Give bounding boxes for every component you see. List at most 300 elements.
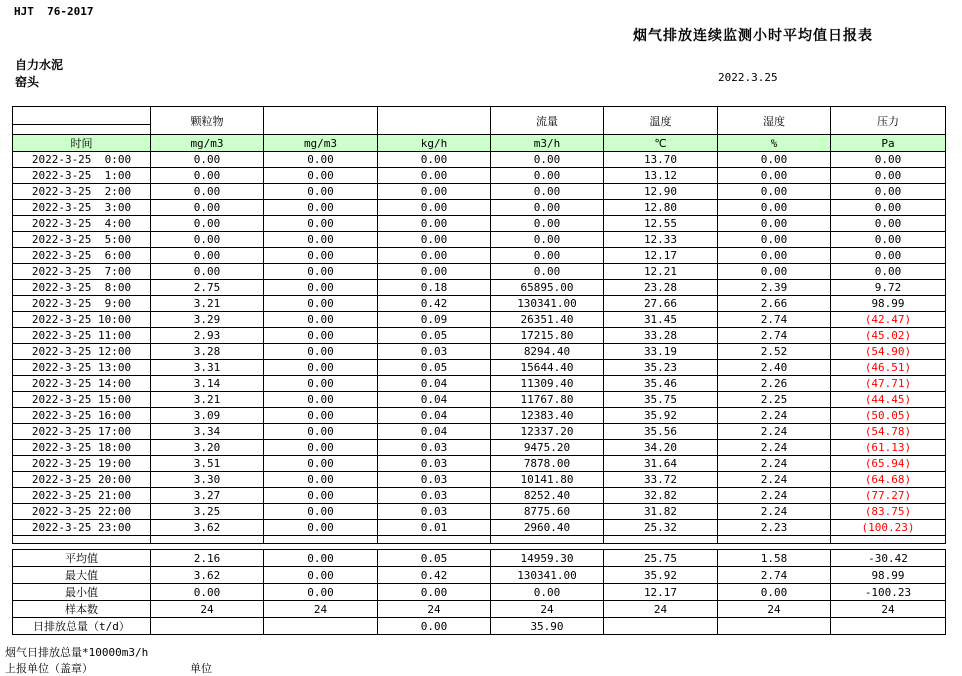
time-cell: 2022-3-25 8:00 xyxy=(13,280,151,296)
value-cell: 3.21 xyxy=(151,392,264,408)
value-cell: 2.24 xyxy=(718,408,831,424)
value-cell: 0.00 xyxy=(264,264,378,280)
value-cell: 0.00 xyxy=(718,152,831,168)
value-cell: 12.80 xyxy=(604,200,718,216)
value-cell: 0.00 xyxy=(151,152,264,168)
value-cell: 0.00 xyxy=(491,264,604,280)
report-date: 2022.3.25 xyxy=(718,71,778,84)
value-cell: 10141.80 xyxy=(491,472,604,488)
unit-header-cell: ℃ xyxy=(604,135,718,152)
value-cell: 12.17 xyxy=(604,248,718,264)
hour-row xyxy=(13,184,946,200)
summary-label-cell: 日排放总量（t/d） xyxy=(13,618,151,635)
value-cell: 0.00 xyxy=(378,248,491,264)
value-cell: 0.00 xyxy=(264,328,378,344)
hour-row xyxy=(13,440,946,456)
value-cell: 12.33 xyxy=(604,232,718,248)
value-cell: 0.05 xyxy=(378,550,491,567)
value-cell: 0.03 xyxy=(378,344,491,360)
summary-label-cell: 最大值 xyxy=(13,567,151,584)
empty-cell xyxy=(13,536,151,544)
value-cell: 2.24 xyxy=(718,456,831,472)
temperature-group-header: 温度 xyxy=(604,107,718,135)
value-cell: 0.05 xyxy=(378,328,491,344)
value-cell: 3.62 xyxy=(151,567,264,584)
value-cell: 25.32 xyxy=(604,520,718,536)
value-cell: 12337.20 xyxy=(491,424,604,440)
value-cell: 0.00 xyxy=(718,248,831,264)
value-cell: 0.00 xyxy=(378,168,491,184)
hour-row xyxy=(13,168,946,184)
value-cell: 0.00 xyxy=(264,216,378,232)
value-cell: 11309.40 xyxy=(491,376,604,392)
value-cell: (46.51) xyxy=(831,360,946,376)
value-cell: 0.00 xyxy=(378,184,491,200)
time-cell: 2022-3-25 14:00 xyxy=(13,376,151,392)
value-cell: 24 xyxy=(831,601,946,618)
time-cell: 2022-3-25 2:00 xyxy=(13,184,151,200)
value-cell: 13.12 xyxy=(604,168,718,184)
hour-row xyxy=(13,248,946,264)
value-cell: 3.21 xyxy=(151,296,264,312)
value-cell: 24 xyxy=(718,601,831,618)
time-cell: 2022-3-25 12:00 xyxy=(13,344,151,360)
value-cell: 130341.00 xyxy=(491,567,604,584)
value-cell: 33.72 xyxy=(604,472,718,488)
value-cell: 25.75 xyxy=(604,550,718,567)
value-cell: 0.00 xyxy=(264,567,378,584)
value-cell: 0.00 xyxy=(378,232,491,248)
value-cell: 0.18 xyxy=(378,280,491,296)
value-cell: 0.05 xyxy=(378,360,491,376)
value-cell: 0.03 xyxy=(378,504,491,520)
value-cell: 0.00 xyxy=(264,472,378,488)
value-cell: 2.24 xyxy=(718,440,831,456)
hour-row xyxy=(13,296,946,312)
value-cell: 7878.00 xyxy=(491,456,604,472)
hour-row xyxy=(13,328,946,344)
value-cell: 3.51 xyxy=(151,456,264,472)
time-cell: 2022-3-25 17:00 xyxy=(13,424,151,440)
hour-row xyxy=(13,312,946,328)
hour-row xyxy=(13,264,946,280)
corner-empty-cell-bottom xyxy=(13,125,151,135)
value-cell: 3.25 xyxy=(151,504,264,520)
summary-row xyxy=(13,584,946,601)
hour-row xyxy=(13,232,946,248)
value-cell: 2.16 xyxy=(151,550,264,567)
value-cell: 2.24 xyxy=(718,424,831,440)
hour-row xyxy=(13,360,946,376)
value-cell: 0.00 xyxy=(831,184,946,200)
value-cell: 0.00 xyxy=(264,520,378,536)
value-cell: 2.74 xyxy=(718,312,831,328)
value-cell: 0.00 xyxy=(151,216,264,232)
empty-row xyxy=(13,536,946,544)
value-cell: 0.00 xyxy=(264,280,378,296)
value-cell: 0.00 xyxy=(378,200,491,216)
value-cell: 0.00 xyxy=(264,344,378,360)
value-cell: 23.28 xyxy=(604,280,718,296)
flow-group-header: 流量 xyxy=(491,107,604,135)
time-cell: 2022-3-25 0:00 xyxy=(13,152,151,168)
value-cell: 0.00 xyxy=(151,248,264,264)
value-cell: 0.00 xyxy=(264,504,378,520)
value-cell: 3.34 xyxy=(151,424,264,440)
value-cell: 3.20 xyxy=(151,440,264,456)
value-cell: 2.39 xyxy=(718,280,831,296)
value-cell: 2.74 xyxy=(718,328,831,344)
value-cell: 8775.60 xyxy=(491,504,604,520)
value-cell: 0.04 xyxy=(378,408,491,424)
empty-cell xyxy=(151,536,264,544)
value-cell: 0.00 xyxy=(718,216,831,232)
particulate-group-header: 颗粒物 xyxy=(151,107,264,135)
value-cell: 0.00 xyxy=(491,152,604,168)
value-cell: 3.31 xyxy=(151,360,264,376)
value-cell: 31.45 xyxy=(604,312,718,328)
summary-label-cell: 平均值 xyxy=(13,550,151,567)
value-cell: 0.04 xyxy=(378,424,491,440)
unit-header-cell: m3/h xyxy=(491,135,604,152)
value-cell: 8294.40 xyxy=(491,344,604,360)
value-cell: 0.00 xyxy=(831,200,946,216)
value-cell: 0.00 xyxy=(264,550,378,567)
value-cell: 0.00 xyxy=(491,216,604,232)
footer-line xyxy=(5,660,405,676)
value-cell: 12.90 xyxy=(604,184,718,200)
value-cell: 0.03 xyxy=(378,456,491,472)
empty-cell xyxy=(491,536,604,544)
value-cell: 1.58 xyxy=(718,550,831,567)
value-cell: (54.78) xyxy=(831,424,946,440)
value-cell xyxy=(264,618,378,635)
value-cell: 0.00 xyxy=(831,152,946,168)
value-cell: 0.00 xyxy=(831,264,946,280)
unit-header-cell: kg/h xyxy=(378,135,491,152)
hour-row xyxy=(13,424,946,440)
value-cell: 12.17 xyxy=(604,584,718,601)
value-cell: 24 xyxy=(491,601,604,618)
value-cell: 24 xyxy=(604,601,718,618)
value-cell: 0.00 xyxy=(151,232,264,248)
total-emission-note: 烟气日排放总量*10000m3/h xyxy=(5,646,149,659)
hour-row xyxy=(13,520,946,536)
value-cell: 0.00 xyxy=(264,440,378,456)
value-cell: 35.92 xyxy=(604,567,718,584)
value-cell: 0.03 xyxy=(378,488,491,504)
value-cell: (100.23) xyxy=(831,520,946,536)
value-cell: 0.00 xyxy=(264,456,378,472)
value-cell: 0.00 xyxy=(491,248,604,264)
value-cell: 2.74 xyxy=(718,567,831,584)
hour-row xyxy=(13,408,946,424)
hour-row xyxy=(13,216,946,232)
unit-header-cell: mg/m3 xyxy=(264,135,378,152)
value-cell: 2.75 xyxy=(151,280,264,296)
value-cell: 0.00 xyxy=(264,376,378,392)
value-cell: 0.00 xyxy=(264,584,378,601)
unit-header-cell: mg/m3 xyxy=(151,135,264,152)
report-unit-label: 上报单位（盖章） xyxy=(5,662,93,675)
value-cell: 33.19 xyxy=(604,344,718,360)
summary-label-cell: 样本数 xyxy=(13,601,151,618)
value-cell: 2.52 xyxy=(718,344,831,360)
hour-row xyxy=(13,392,946,408)
time-cell: 2022-3-25 9:00 xyxy=(13,296,151,312)
time-cell: 2022-3-25 19:00 xyxy=(13,456,151,472)
value-cell: 12.21 xyxy=(604,264,718,280)
empty-cell xyxy=(604,536,718,544)
hour-row xyxy=(13,344,946,360)
value-cell: 0.00 xyxy=(491,200,604,216)
value-cell: 0.00 xyxy=(718,168,831,184)
value-cell: 3.28 xyxy=(151,344,264,360)
time-cell: 2022-3-25 16:00 xyxy=(13,408,151,424)
humidity-group-header: 湿度 xyxy=(718,107,831,135)
value-cell: (61.13) xyxy=(831,440,946,456)
empty-cell xyxy=(718,536,831,544)
value-cell: 0.04 xyxy=(378,392,491,408)
time-cell: 2022-3-25 22:00 xyxy=(13,504,151,520)
value-cell: 0.00 xyxy=(378,584,491,601)
value-cell: 9.72 xyxy=(831,280,946,296)
value-cell: 0.00 xyxy=(264,408,378,424)
value-cell xyxy=(604,618,718,635)
time-cell: 2022-3-25 10:00 xyxy=(13,312,151,328)
value-cell: 35.92 xyxy=(604,408,718,424)
empty-cell xyxy=(264,536,378,544)
hour-row xyxy=(13,376,946,392)
time-cell: 2022-3-25 1:00 xyxy=(13,168,151,184)
value-cell: (44.45) xyxy=(831,392,946,408)
hour-row xyxy=(13,488,946,504)
value-cell: 0.00 xyxy=(151,264,264,280)
time-cell: 2022-3-25 23:00 xyxy=(13,520,151,536)
value-cell: 0.00 xyxy=(491,584,604,601)
value-cell: 24 xyxy=(151,601,264,618)
value-cell: 2.24 xyxy=(718,488,831,504)
value-cell: 0.42 xyxy=(378,567,491,584)
value-cell: (83.75) xyxy=(831,504,946,520)
value-cell: 2.66 xyxy=(718,296,831,312)
value-cell: 15644.40 xyxy=(491,360,604,376)
value-cell: 27.66 xyxy=(604,296,718,312)
value-cell: 2.40 xyxy=(718,360,831,376)
value-cell: 0.00 xyxy=(151,184,264,200)
value-cell: (42.47) xyxy=(831,312,946,328)
value-cell: 3.09 xyxy=(151,408,264,424)
summary-row xyxy=(13,567,946,584)
value-cell: 98.99 xyxy=(831,296,946,312)
value-cell: 34.20 xyxy=(604,440,718,456)
time-cell: 2022-3-25 7:00 xyxy=(13,264,151,280)
value-cell: (45.02) xyxy=(831,328,946,344)
time-cell: 2022-3-25 15:00 xyxy=(13,392,151,408)
value-cell: 0.00 xyxy=(264,232,378,248)
value-cell: 11767.80 xyxy=(491,392,604,408)
value-cell: 0.00 xyxy=(151,584,264,601)
time-cell: 2022-3-25 21:00 xyxy=(13,488,151,504)
value-cell: 0.00 xyxy=(264,424,378,440)
value-cell: 35.46 xyxy=(604,376,718,392)
value-cell: 2.24 xyxy=(718,472,831,488)
value-cell: 0.00 xyxy=(264,392,378,408)
value-cell: 24 xyxy=(378,601,491,618)
unit-header-cell: Pa xyxy=(831,135,946,152)
value-cell: 12383.40 xyxy=(491,408,604,424)
value-cell: 0.00 xyxy=(264,168,378,184)
value-cell: 0.00 xyxy=(831,216,946,232)
value-cell: 2.25 xyxy=(718,392,831,408)
value-cell: 0.00 xyxy=(831,168,946,184)
value-cell: 0.00 xyxy=(718,184,831,200)
value-cell: 2.26 xyxy=(718,376,831,392)
time-cell: 2022-3-25 13:00 xyxy=(13,360,151,376)
value-cell: 0.04 xyxy=(378,376,491,392)
value-cell: 12.55 xyxy=(604,216,718,232)
hour-row xyxy=(13,200,946,216)
value-cell: 35.23 xyxy=(604,360,718,376)
value-cell: 32.82 xyxy=(604,488,718,504)
unit-header-row xyxy=(13,135,946,152)
value-cell: 65895.00 xyxy=(491,280,604,296)
value-cell: 0.01 xyxy=(378,520,491,536)
time-cell: 2022-3-25 4:00 xyxy=(13,216,151,232)
time-cell: 2022-3-25 20:00 xyxy=(13,472,151,488)
pressure-group-header: 压力 xyxy=(831,107,946,135)
value-cell: 0.00 xyxy=(264,184,378,200)
doc-code: HJT 76-2017 xyxy=(14,5,94,18)
time-cell: 2022-3-25 5:00 xyxy=(13,232,151,248)
value-cell: (50.05) xyxy=(831,408,946,424)
hour-row xyxy=(13,280,946,296)
summary-row xyxy=(13,618,946,635)
value-cell: 2.24 xyxy=(718,504,831,520)
value-cell: 31.64 xyxy=(604,456,718,472)
station-name: 窑头 xyxy=(15,75,40,89)
value-cell: 0.00 xyxy=(378,152,491,168)
value-cell: 0.00 xyxy=(264,200,378,216)
company-name: 自力水泥 xyxy=(15,58,64,72)
hour-row xyxy=(13,504,946,520)
value-cell: 33.28 xyxy=(604,328,718,344)
value-cell: 9475.20 xyxy=(491,440,604,456)
value-cell: 35.56 xyxy=(604,424,718,440)
value-cell: 0.00 xyxy=(151,200,264,216)
value-cell: 0.00 xyxy=(831,232,946,248)
value-cell: 35.75 xyxy=(604,392,718,408)
value-cell: 0.00 xyxy=(264,296,378,312)
value-cell: (65.94) xyxy=(831,456,946,472)
value-cell: 2.23 xyxy=(718,520,831,536)
value-cell: 0.00 xyxy=(264,152,378,168)
value-cell: -30.42 xyxy=(831,550,946,567)
value-cell: 35.90 xyxy=(491,618,604,635)
value-cell: (64.68) xyxy=(831,472,946,488)
value-cell: (77.27) xyxy=(831,488,946,504)
value-cell: 2960.40 xyxy=(491,520,604,536)
value-cell: 0.00 xyxy=(491,232,604,248)
unit-label: 单位 xyxy=(190,662,212,675)
value-cell xyxy=(718,618,831,635)
value-cell: (54.90) xyxy=(831,344,946,360)
value-cell xyxy=(151,618,264,635)
summary-row xyxy=(13,601,946,618)
value-cell: 8252.40 xyxy=(491,488,604,504)
time-cell: 2022-3-25 18:00 xyxy=(13,440,151,456)
value-cell: 0.00 xyxy=(264,248,378,264)
value-cell: 98.99 xyxy=(831,567,946,584)
value-cell: 0.00 xyxy=(718,264,831,280)
value-cell: 0.00 xyxy=(151,168,264,184)
time-cell: 2022-3-25 6:00 xyxy=(13,248,151,264)
group-header-row xyxy=(13,107,946,125)
value-cell: 0.00 xyxy=(378,618,491,635)
value-cell: 26351.40 xyxy=(491,312,604,328)
value-cell: 0.00 xyxy=(718,232,831,248)
value-cell: 0.00 xyxy=(491,184,604,200)
value-cell: 0.00 xyxy=(831,248,946,264)
value-cell: 2.93 xyxy=(151,328,264,344)
summary-table xyxy=(12,549,946,635)
group-header-empty-3 xyxy=(378,107,491,135)
hour-row xyxy=(13,472,946,488)
value-cell: (47.71) xyxy=(831,376,946,392)
value-cell: 0.00 xyxy=(378,264,491,280)
corner-empty-cell-top xyxy=(13,107,151,125)
value-cell: 0.09 xyxy=(378,312,491,328)
value-cell: 0.00 xyxy=(718,200,831,216)
value-cell: 0.42 xyxy=(378,296,491,312)
time-cell: 2022-3-25 3:00 xyxy=(13,200,151,216)
value-cell: 3.29 xyxy=(151,312,264,328)
value-cell: 3.14 xyxy=(151,376,264,392)
value-cell: 3.62 xyxy=(151,520,264,536)
value-cell: -100.23 xyxy=(831,584,946,601)
hour-row xyxy=(13,152,946,168)
value-cell: 3.27 xyxy=(151,488,264,504)
empty-cell xyxy=(378,536,491,544)
hour-row xyxy=(13,456,946,472)
value-cell xyxy=(831,618,946,635)
summary-row xyxy=(13,550,946,567)
value-cell: 0.00 xyxy=(264,312,378,328)
unit-header-cell: % xyxy=(718,135,831,152)
value-cell: 31.82 xyxy=(604,504,718,520)
value-cell: 0.03 xyxy=(378,440,491,456)
summary-label-cell: 最小值 xyxy=(13,584,151,601)
value-cell: 0.00 xyxy=(491,168,604,184)
time-column-header: 时间 xyxy=(13,135,151,152)
value-cell: 130341.00 xyxy=(491,296,604,312)
value-cell: 0.00 xyxy=(264,488,378,504)
page-title: 烟气排放连续监测小时平均值日报表 xyxy=(633,28,873,44)
value-cell: 13.70 xyxy=(604,152,718,168)
value-cell: 0.00 xyxy=(718,584,831,601)
monitoring-table xyxy=(12,106,946,544)
value-cell: 0.00 xyxy=(378,216,491,232)
group-header-empty-2 xyxy=(264,107,378,135)
time-cell: 2022-3-25 11:00 xyxy=(13,328,151,344)
value-cell: 24 xyxy=(264,601,378,618)
value-cell: 0.03 xyxy=(378,472,491,488)
value-cell: 0.00 xyxy=(264,360,378,376)
value-cell: 3.30 xyxy=(151,472,264,488)
value-cell: 17215.80 xyxy=(491,328,604,344)
empty-cell xyxy=(831,536,946,544)
value-cell: 14959.30 xyxy=(491,550,604,567)
